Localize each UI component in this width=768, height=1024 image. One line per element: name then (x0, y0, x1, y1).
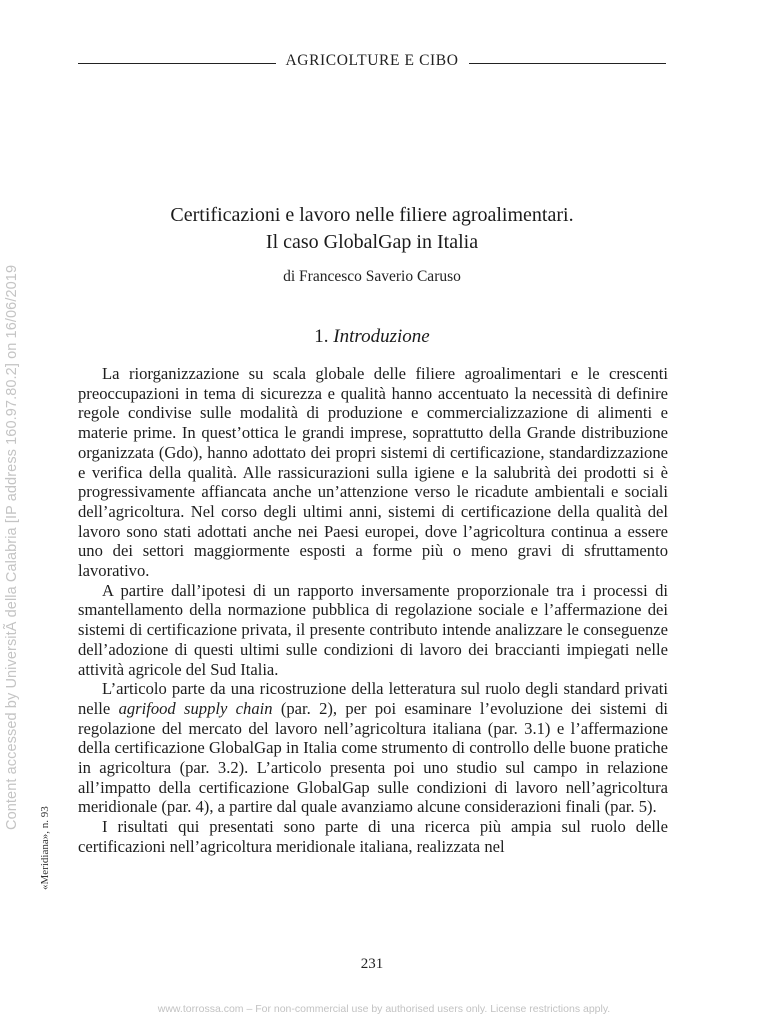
article-title-line-1: Certificazioni e lavoro nelle filiere agroalimentari. (170, 204, 574, 226)
header-rule-right (469, 63, 667, 64)
running-header-label: AGRICOLTURE E CIBO (285, 52, 459, 69)
journal-citation: «Meridiana», n. 93 (39, 806, 51, 890)
article-title-block (78, 202, 666, 286)
paragraph-1: La riorganizzazione su scala globale delle filiere agroalimentari e le crescenti preoccupazioni in tema di sicurezza e qualità hanno accentuato la necessità di definire regole condivise sulle modalità di produzione e commercializzazione di alimenti e materie prime. In quest’ottica le grandi imprese, soprattutto della Grande distribuzione organizzata (Gdo), hanno adottato dei propri sistemi di certificazione, standardizzazione e verifica della qualità. Alle rassicurazioni sulla igiene e la salubrità dei prodotti si è progressivamente affiancata anche un’attenzione verso le ricadute ambientali e sociali dell’agricoltura. Nel corso degli ultimi anni, sistemi di certificazione della qualità del lavoro sono stati adottati anche nei Paesi europei, dove l’agricoltura continua a essere uno dei settori maggiormente esposti a forme più o meno gravi di sfruttamento lavorativo. (78, 364, 668, 581)
running-header (78, 50, 666, 72)
access-watermark: Content accessed by UniversitÃ della Calabria [IP address 160.97.80.2] on 16/06/2019 (4, 264, 20, 830)
paragraph-3-italic-term: agrifood supply chain (118, 698, 273, 718)
article-title-line-2: Il caso GlobalGap in Italia (265, 231, 479, 253)
paragraph-2: A partire dall’ipotesi di un rapporto inversamente proporzionale tra i processi di smantellamento della normazione pubblica di regolazione sociale e l’affermazione dei sistemi di certificazione privata, il presente contributo intende analizzare le conseguenze dell’adozione di questi ultimi sulle condizioni di lavoro dei braccianti impiegati nelle attività agricole del Sud Italia. (78, 580, 668, 679)
page-number: 231 (360, 956, 384, 972)
paragraph-3-text-b: (par. 2), per poi esaminare l’evoluzione dei sistemi di regolazione del mercato del lavoro nell’agricoltura italiana (par. 3.1) e l’affermazione della certificazione GlobalGap in Italia come strumento di controllo delle buone pratiche in agricoltura (par. 3.2). L’articolo presenta poi uno studio sul campo in relazione all’impatto della certificazione GlobalGap sulle condizioni di lavoro nell’agricoltura meridionale (par. 4), a partire dal quale avanziamo alcune considerazioni finali (par. 5). (78, 698, 668, 817)
section-heading (78, 326, 666, 348)
paragraph-3 (78, 679, 668, 817)
article-author: di Francesco Saverio Caruso (283, 268, 461, 285)
paragraph-4: I risultati qui presentati sono parte di una ricerca più ampia sul ruolo delle certificazioni nell’agricoltura meridionale italiana, realizzata nel (78, 817, 668, 856)
license-footer: www.torrossa.com – For non-commercial use by authorised users only. License restrictions apply. (157, 1003, 611, 1015)
section-title: Introduzione (333, 326, 430, 347)
article-body (78, 364, 668, 857)
paragraph-3-text-a: L’articolo parte da una ricostruzione della letteratura sul ruolo degli standard privati nelle (78, 679, 668, 718)
header-rule-left (78, 63, 276, 64)
section-number: 1. (314, 326, 329, 347)
